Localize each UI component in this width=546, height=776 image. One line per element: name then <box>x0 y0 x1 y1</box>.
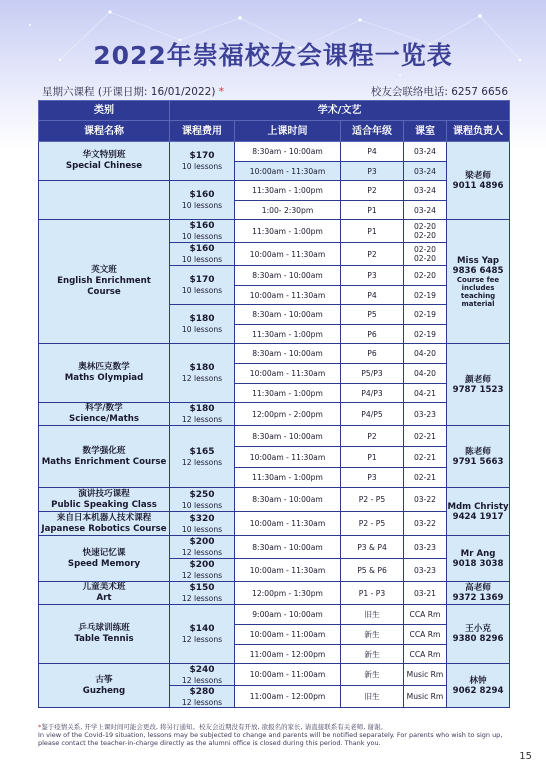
teacher-cell <box>447 536 510 582</box>
fee-lessons: 12 lessons <box>181 594 223 603</box>
fee-cell <box>170 220 235 243</box>
fee-amount: $180 <box>189 404 215 414</box>
notice-text-en: In view of the Covid-19 situation, lessons may be subjected to change and parents will be notified separately. For parents who wish to sign up, please contact the teacher-in-charge directly as the alumni office is closed during this period. Thank you. <box>38 731 503 747</box>
course-name-en: Special Chinese <box>65 161 143 171</box>
room-cell: 03-22 <box>404 512 447 536</box>
academic-arts-group-header: 学术/文艺 <box>170 101 510 121</box>
teacher-cell <box>447 488 510 536</box>
teacher-name: Mdm Christy <box>447 501 509 512</box>
fee-amount: $180 <box>189 363 215 373</box>
level-cell: P2 <box>341 243 404 266</box>
room-cell: 02-21 <box>404 447 447 468</box>
teacher-cell <box>447 220 510 344</box>
fee-lessons: 12 lessons <box>181 697 223 707</box>
fee-cell <box>170 243 235 266</box>
time-cell: 11:30am - 1:00pm <box>235 384 341 403</box>
table-row <box>39 220 510 243</box>
room-cell: 03-23 <box>404 536 447 559</box>
time-cell: 8:30am - 10:00am <box>235 488 341 512</box>
time-cell: 10:00am - 11:30am <box>235 512 341 536</box>
fee-lessons: 10 lessons <box>181 286 223 295</box>
course-name-cn: 古筝 <box>95 674 113 685</box>
level-cell: P1 - P3 <box>341 582 404 605</box>
table-row <box>39 426 510 447</box>
level-cell: P3 & P4 <box>341 536 404 559</box>
fee-lessons: 10 lessons <box>181 500 223 510</box>
room-cell: 02-19 <box>404 325 447 344</box>
saturday-course-start-date <box>42 84 224 99</box>
fee-amount: $280 <box>189 686 215 697</box>
fee-lessons: 10 lessons <box>181 255 223 264</box>
table-row <box>39 664 510 686</box>
table-column-header-row <box>39 121 510 142</box>
teacher-cell <box>447 426 510 488</box>
time-cell: 11:30am - 1:00pm <box>235 181 341 201</box>
fee-amount: $200 <box>189 560 215 570</box>
teacher-phone: 9424 1917 <box>452 511 504 522</box>
course-name-cell <box>39 582 170 605</box>
fee-cell <box>170 582 235 605</box>
teacher-name: 陈老师 <box>465 446 491 457</box>
fee-lessons: 12 lessons <box>181 415 223 424</box>
room-value: 02-20 <box>413 245 437 254</box>
room-cell <box>404 220 447 243</box>
level-cell: P1 <box>341 447 404 468</box>
course-name-cn: 快速记忆课 <box>82 547 126 558</box>
teacher-cell <box>447 605 510 664</box>
time-cell: 8:30am - 10:00am <box>235 142 341 162</box>
asterisk-mark: * <box>218 86 225 98</box>
level-cell: P5 <box>341 305 404 325</box>
course-name-cell-blank <box>39 181 170 220</box>
subtitle-left-text: 星期六课程 (开课日期: 16/01/2022) <box>42 86 216 98</box>
course-name-en: Art <box>96 593 112 603</box>
level-cell: P5/P3 <box>341 364 404 384</box>
level-cell: P1 <box>341 201 404 220</box>
level-cell: 新生 <box>341 625 404 645</box>
time-cell: 11:00am - 12:00pm <box>235 686 341 708</box>
room-cell: 02-19 <box>404 305 447 325</box>
course-name-cn: 儿童美术班 <box>82 582 126 592</box>
course-name-cell <box>39 426 170 488</box>
fee-amount: $200 <box>189 537 215 547</box>
room-cell: 02-19 <box>404 286 447 305</box>
level-cell: P1 <box>341 220 404 243</box>
teacher-phone: 9372 1369 <box>452 593 504 603</box>
level-cell: P4/P5 <box>341 403 404 426</box>
course-name-cell <box>39 142 170 181</box>
course-name-cell <box>39 403 170 426</box>
level-cell: P4 <box>341 142 404 162</box>
teacher-phone: 9380 8296 <box>452 634 504 644</box>
course-name-en: Japanese Robotics Course <box>41 523 167 534</box>
course-name-en: Public Speaking Class <box>51 499 157 510</box>
teacher-name: 王小克 <box>465 624 491 634</box>
room-value: 02-20 <box>413 231 437 240</box>
fee-amount: $150 <box>189 583 215 593</box>
room-cell: 03-24 <box>404 201 447 220</box>
course-name-en: Maths Enrichment Course <box>41 456 167 467</box>
room-cell: Music Rm <box>404 664 447 686</box>
level-cell: P2 <box>341 181 404 201</box>
teacher-phone: 9787 1523 <box>452 384 504 395</box>
fee-cell <box>170 181 235 220</box>
page-number: 15 <box>519 751 532 762</box>
course-name-cell <box>39 605 170 664</box>
fee-cell <box>170 403 235 426</box>
fee-amount: $320 <box>189 513 215 524</box>
teacher-name: Mr Ang <box>460 548 496 559</box>
fee-lessons: 10 lessons <box>181 232 223 241</box>
level-cell: P5 & P6 <box>341 559 404 582</box>
fee-lessons: 12 lessons <box>181 571 223 580</box>
fee-lessons: 10 lessons <box>181 325 223 334</box>
teacher-name: 颜老师 <box>465 374 491 385</box>
course-name-cell <box>39 488 170 512</box>
fee-amount: $240 <box>189 664 215 675</box>
room-cell: 03-24 <box>404 181 447 201</box>
fee-amount: $140 <box>189 624 215 634</box>
alumni-contact-number: 校友会联络电话: 6257 6656 <box>370 86 508 98</box>
time-cell: 10:00am - 11:30am <box>235 364 341 384</box>
level-cell: 新生 <box>341 664 404 686</box>
course-name-cell <box>39 664 170 708</box>
teacher-cell <box>447 582 510 605</box>
fee-lessons: 12 lessons <box>181 457 223 467</box>
room-cell: 03-23 <box>404 403 447 426</box>
category-group-header: 类别 <box>39 101 170 121</box>
fee-cell <box>170 605 235 664</box>
column-header-teacher: 课程负责人 <box>447 121 510 142</box>
fee-cell <box>170 266 235 305</box>
time-cell: 10:00am - 11:30am <box>235 447 341 468</box>
room-cell: CCA Rm <box>404 605 447 625</box>
table-row <box>39 488 510 512</box>
time-cell: 10:00am - 11:30am <box>235 286 341 305</box>
teacher-name: Miss Yap <box>456 255 500 266</box>
course-name-cell <box>39 344 170 403</box>
teacher-phone: 9062 8294 <box>452 685 504 696</box>
page-title: 2022年崇福校友会课程一览表 <box>93 41 453 70</box>
course-name-cn: 华文特别班 <box>82 150 126 160</box>
teacher-name: 高老师 <box>465 583 491 593</box>
room-cell: CCA Rm <box>404 625 447 645</box>
fee-lessons: 12 lessons <box>181 548 223 557</box>
teacher-phone: 9836 6485 <box>452 265 504 276</box>
level-cell: P2 - P5 <box>341 512 404 536</box>
table-row <box>39 605 510 625</box>
fee-cell <box>170 426 235 488</box>
column-header-level: 适合年级 <box>341 121 404 142</box>
level-cell: P6 <box>341 325 404 344</box>
level-cell: 新生 <box>341 645 404 664</box>
fee-cell <box>170 664 235 686</box>
time-cell: 10:00am - 11:00am <box>235 625 341 645</box>
teacher-cell <box>447 142 510 220</box>
fee-amount: $250 <box>189 489 215 500</box>
fee-amount: $160 <box>189 221 215 231</box>
fee-cell <box>170 512 235 536</box>
time-cell: 8:30am - 10:00am <box>235 536 341 559</box>
fee-cell <box>170 142 235 181</box>
course-name-cell <box>39 512 170 536</box>
course-name-cn: 演讲技巧课程 <box>78 488 130 499</box>
time-cell: 1:00- 2:30pm <box>235 201 341 220</box>
fee-lessons: 12 lessons <box>181 374 223 383</box>
fee-amount: $170 <box>189 151 215 161</box>
course-name-en: Science/Maths <box>69 414 139 424</box>
course-name-cn: 科学/数学 <box>85 403 123 413</box>
time-cell: 11:30am - 1:00pm <box>235 220 341 243</box>
level-cell: P2 <box>341 426 404 447</box>
fee-cell <box>170 305 235 344</box>
teacher-phone: 9791 5663 <box>452 456 504 467</box>
time-cell: 10:00am - 11:30am <box>235 243 341 266</box>
table-row <box>39 344 510 364</box>
fee-cell <box>170 559 235 582</box>
time-cell: 11:30am - 1:00pm <box>235 468 341 488</box>
time-cell: 8:30am - 10:00am <box>235 266 341 286</box>
room-cell: 04-21 <box>404 384 447 403</box>
level-cell: P6 <box>341 344 404 364</box>
column-header-fee: 课程费用 <box>170 121 235 142</box>
course-table-body <box>39 101 510 708</box>
time-cell: 9:00am - 10:00am <box>235 605 341 625</box>
fee-amount: $160 <box>189 244 215 254</box>
time-cell: 8:30am - 10:00am <box>235 344 341 364</box>
fee-lessons: 12 lessons <box>181 635 223 644</box>
level-cell: 旧生 <box>341 605 404 625</box>
table-row <box>39 512 510 536</box>
level-cell: P2 - P5 <box>341 488 404 512</box>
column-header-course: 课程名称 <box>39 121 170 142</box>
room-cell: 03-24 <box>404 142 447 162</box>
teacher-cell <box>447 664 510 708</box>
fee-amount: $170 <box>189 275 215 285</box>
course-name-cn: 乒乓球训练班 <box>78 623 130 633</box>
room-value: 02-20 <box>413 222 437 231</box>
level-cell: P4 <box>341 286 404 305</box>
course-name-cell <box>39 220 170 344</box>
teacher-note: Course fee includes teaching material <box>456 275 500 308</box>
fee-lessons: 10 lessons <box>181 201 223 210</box>
room-cell <box>404 243 447 266</box>
fee-amount: $180 <box>189 314 215 324</box>
fee-lessons: 10 lessons <box>181 524 223 534</box>
course-name-en: Table Tennis <box>74 634 134 644</box>
course-name-en: English Enrichment Course <box>57 276 151 297</box>
fee-lessons: 12 lessons <box>181 675 223 685</box>
time-cell: 10:00am - 11:30am <box>235 559 341 582</box>
room-cell: 04-20 <box>404 364 447 384</box>
time-cell: 10:00am - 11:00am <box>235 664 341 686</box>
level-cell: 旧生 <box>341 686 404 708</box>
fee-amount: $160 <box>189 190 215 200</box>
fee-lessons: 10 lessons <box>181 162 223 171</box>
room-cell: 04-20 <box>404 344 447 364</box>
level-cell: P4/P3 <box>341 384 404 403</box>
room-cell: 03-21 <box>404 582 447 605</box>
fee-cell <box>170 344 235 403</box>
table-row <box>39 403 510 426</box>
course-name-cn: 英文班 <box>91 265 117 275</box>
column-header-room: 课室 <box>404 121 447 142</box>
table-row <box>39 582 510 605</box>
time-cell: 8:30am - 10:00am <box>235 426 341 447</box>
column-header-time: 上课时间 <box>235 121 341 142</box>
fee-cell <box>170 686 235 708</box>
course-name-en: Maths Olympiad <box>64 373 144 383</box>
level-cell: P3 <box>341 468 404 488</box>
covid-notice <box>38 723 508 747</box>
table-group-header-row <box>39 101 510 121</box>
course-name-cell <box>39 536 170 582</box>
course-name-en: Speed Memory <box>67 558 141 569</box>
time-cell: 10:00am - 11:30am <box>235 162 341 181</box>
fee-cell <box>170 488 235 512</box>
course-name-cn: 奥林匹克数学 <box>78 362 130 372</box>
fee-amount: $165 <box>189 446 215 457</box>
teacher-name: 梁老师 <box>465 170 491 181</box>
course-name-cn: 数学强化班 <box>82 445 126 456</box>
course-name-en: Guzheng <box>82 685 126 696</box>
level-cell: P3 <box>341 162 404 181</box>
room-cell: 03-22 <box>404 488 447 512</box>
teacher-name: 林钟 <box>469 675 487 686</box>
teacher-phone: 9011 4896 <box>452 180 504 191</box>
time-cell: 8:30am - 10:00am <box>235 305 341 325</box>
room-cell: 02-20 <box>404 266 447 286</box>
notice-text-cn: 鉴于疫情关系, 开学上课时间可能会更改, 将另行通知。校友会近期没有开放, 欲报名的家长, 请直接联系有关老师, 谢谢。 <box>41 723 387 731</box>
room-value: 02-20 <box>413 254 437 263</box>
teacher-phone: 9018 3038 <box>452 558 504 569</box>
room-cell: CCA Rm <box>404 645 447 664</box>
table-row <box>39 142 510 162</box>
level-cell: P3 <box>341 266 404 286</box>
table-row <box>39 536 510 559</box>
course-name-cn: 来自日本机器人技术课程 <box>56 512 152 523</box>
table-row <box>39 181 510 201</box>
room-cell: 03-24 <box>404 162 447 181</box>
fee-cell <box>170 536 235 559</box>
room-cell: 02-21 <box>404 426 447 447</box>
teacher-cell <box>447 344 510 426</box>
time-cell: 12:00pm - 1:30pm <box>235 582 341 605</box>
time-cell: 12:00pm - 2:00pm <box>235 403 341 426</box>
course-schedule-table <box>38 100 510 708</box>
asterisk-mark: * <box>38 723 42 731</box>
room-cell: 03-23 <box>404 559 447 582</box>
room-cell: Music Rm <box>404 686 447 708</box>
time-cell: 11:30am - 1:00pm <box>235 325 341 344</box>
time-cell: 11:00am - 12:00pm <box>235 645 341 664</box>
room-cell: 02-21 <box>404 468 447 488</box>
